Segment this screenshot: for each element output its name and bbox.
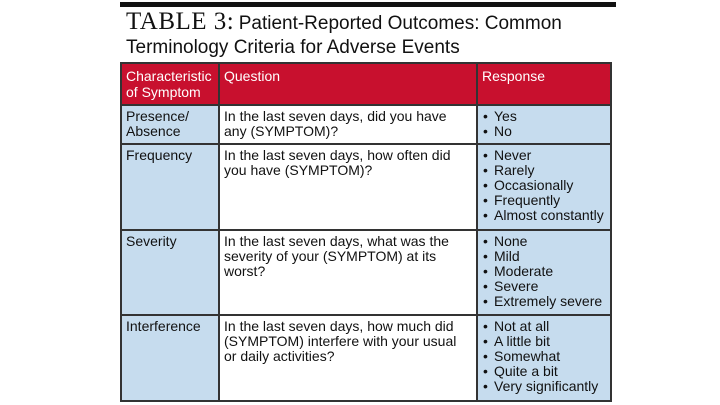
response-option: • Mild	[482, 249, 606, 264]
row-question: In the last seven days, what was the severity of your (SYMPTOM) at its worst?	[219, 230, 477, 316]
row-responses	[477, 230, 611, 316]
row-responses	[477, 105, 611, 144]
row-characteristic: Interference	[121, 315, 219, 401]
response-option: • Almost constantly	[482, 208, 606, 223]
row-question: In the last seven days, did you have any (SYMPTOM)?	[219, 105, 477, 144]
table-title-text: Patient-Reported Outcomes: Common	[238, 13, 562, 34]
response-option: • Not at all	[482, 319, 606, 334]
response-option: • Quite a bit	[482, 364, 606, 379]
table-row	[121, 230, 611, 316]
response-option: • Extremely severe	[482, 294, 606, 309]
header-response: Response	[477, 63, 611, 105]
header-question: Question	[219, 63, 477, 105]
response-option: • Very significantly	[482, 379, 606, 394]
table-title	[126, 10, 616, 59]
response-option: • Severe	[482, 279, 606, 294]
response-option: • None	[482, 234, 606, 249]
response-option: • Frequently	[482, 193, 606, 208]
outcomes-table	[120, 62, 612, 402]
response-option: • Somewhat	[482, 349, 606, 364]
response-option: • A little bit	[482, 334, 606, 349]
header-row	[121, 63, 611, 105]
response-option: • Moderate	[482, 264, 606, 279]
row-responses	[477, 144, 611, 230]
table-row	[121, 105, 611, 144]
response-option: • No	[482, 124, 606, 139]
row-question: In the last seven days, how much did (SYMPTOM) interfere with your usual or daily activities?	[219, 315, 477, 401]
row-characteristic: Severity	[121, 230, 219, 316]
response-option: • Never	[482, 148, 606, 163]
response-option: • Occasionally	[482, 178, 606, 193]
table-row	[121, 315, 611, 401]
row-question: In the last seven days, how often did you have (SYMPTOM)?	[219, 144, 477, 230]
row-characteristic: Presence/ Absence	[121, 105, 219, 144]
table-title-line2: Terminology Criteria for Adverse Events	[126, 37, 460, 58]
row-characteristic: Frequency	[121, 144, 219, 230]
response-option: • Rarely	[482, 163, 606, 178]
row-responses	[477, 315, 611, 401]
table-row	[121, 144, 611, 230]
table-number: TABLE 3:	[126, 8, 235, 35]
header-characteristic: Characteristic of Symptom	[121, 63, 219, 105]
response-option: • Yes	[482, 109, 606, 124]
